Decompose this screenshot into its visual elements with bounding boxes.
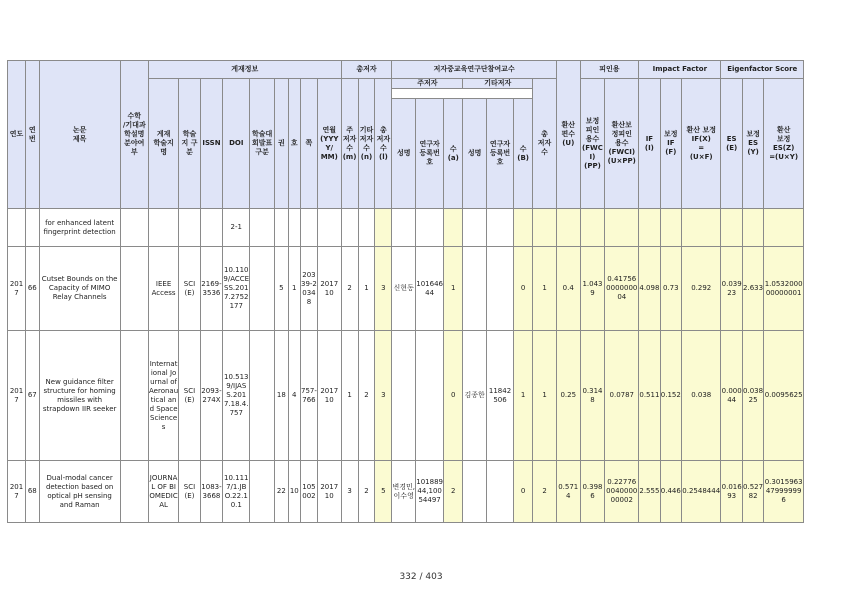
cell-o-name bbox=[463, 209, 487, 247]
cell-math bbox=[120, 247, 148, 331]
col-math: 수학 /기대과 학설명 분야여 부 bbox=[120, 61, 148, 209]
cell-upp bbox=[605, 209, 639, 247]
cell-m: 3 bbox=[341, 461, 358, 523]
cell-a: 1 bbox=[444, 247, 463, 331]
cell-l: 3 bbox=[375, 247, 392, 331]
cell-issn bbox=[200, 209, 223, 247]
cell-y: 2.633 bbox=[742, 247, 763, 331]
cell-i: 4.098 bbox=[639, 247, 660, 331]
cell-class: SCI(E) bbox=[179, 247, 200, 331]
cell-f: 0.446 bbox=[660, 461, 681, 523]
cell-vol: 22 bbox=[275, 461, 289, 523]
cell-a: 2 bbox=[444, 461, 463, 523]
cell-n: 2 bbox=[358, 331, 375, 461]
cell-b: 0 bbox=[514, 461, 533, 523]
patent-paper-table bbox=[7, 60, 804, 523]
cell-year: 2017 bbox=[8, 247, 26, 331]
cell-n bbox=[358, 209, 375, 247]
cell-vol bbox=[275, 209, 289, 247]
cell-vol: 18 bbox=[275, 331, 289, 461]
col-if-corr: 보정 IF (F) bbox=[660, 79, 681, 209]
cell-l: 3 bbox=[375, 331, 392, 461]
cell-upp: 0.41756000000004 bbox=[605, 247, 639, 331]
cell-z bbox=[764, 209, 804, 247]
cell-date bbox=[317, 209, 341, 247]
cell-l: 5 bbox=[375, 461, 392, 523]
cell-paper-class bbox=[250, 247, 275, 331]
cell-o-name bbox=[463, 247, 487, 331]
col-o-id: 연구자 등록번 호 bbox=[487, 99, 514, 209]
cell-journal: JOURNAL OF BIOMEDICAL bbox=[148, 461, 178, 523]
cell-journal: IEEE Access bbox=[148, 247, 178, 331]
cell-f: 0.152 bbox=[660, 331, 681, 461]
cell-a: 0 bbox=[444, 331, 463, 461]
cell-upp: 0.22776004000000002 bbox=[605, 461, 639, 523]
col-fwci-conv: 환산보 정피인 용수 (FWCI) (U×PP) bbox=[605, 79, 639, 209]
cell-y: 0.03825 bbox=[742, 331, 763, 461]
cell-doi: 10.5139/IJASS.2017.18.4.757 bbox=[223, 331, 250, 461]
cell-year bbox=[8, 209, 26, 247]
col-issn: ISSN bbox=[200, 79, 223, 209]
cell-m: 2 bbox=[341, 247, 358, 331]
cell-math bbox=[120, 209, 148, 247]
cell-pp: 0.3986 bbox=[580, 461, 605, 523]
group-pub-info: 게재정보 bbox=[148, 61, 341, 79]
cell-math bbox=[120, 331, 148, 461]
cell-u: 0.25 bbox=[556, 331, 580, 461]
cell-z: 0.3015963479999996 bbox=[764, 461, 804, 523]
col-doi: DOI bbox=[223, 79, 250, 209]
cell-f bbox=[660, 209, 681, 247]
cell-y: 0.52782 bbox=[742, 461, 763, 523]
cell-z: 0.0095625 bbox=[764, 331, 804, 461]
col-es-conv: 환산 보정 ES(Z) =(U×Y) bbox=[764, 79, 804, 209]
cell-part-total: 1 bbox=[533, 331, 557, 461]
cell-e: 0.01693 bbox=[721, 461, 742, 523]
cell-o-name bbox=[463, 461, 487, 523]
col-conv: 환산 편수 (U) bbox=[556, 61, 580, 209]
cell-u: 0.4 bbox=[556, 247, 580, 331]
cell-page: 105002 bbox=[300, 461, 317, 523]
cell-x: 0.038 bbox=[682, 331, 721, 461]
cell-b: 1 bbox=[514, 331, 533, 461]
cell-no bbox=[288, 209, 300, 247]
cell-a bbox=[444, 209, 463, 247]
cell-date: 2017 10 bbox=[317, 331, 341, 461]
cell-upp: 0.0787 bbox=[605, 331, 639, 461]
cell-date: 2017 10 bbox=[317, 247, 341, 331]
cell-m-id: 10164644 bbox=[416, 247, 444, 331]
cell-pp bbox=[580, 209, 605, 247]
col-other-cnt: 기타 저자 수 (n) bbox=[358, 79, 375, 209]
col-o-name: 성명 bbox=[463, 99, 487, 209]
table-row bbox=[8, 209, 804, 247]
col-total-cnt: 총 저자 수 (l) bbox=[375, 79, 392, 209]
col-if-conv: 환산 보정 IF(X) = (U×F) bbox=[682, 79, 721, 209]
cell-part-total: 2 bbox=[533, 461, 557, 523]
cell-u bbox=[556, 209, 580, 247]
col-o-num: 수 (B) bbox=[514, 99, 533, 209]
cell-issn: 1083-3668 bbox=[200, 461, 223, 523]
cell-issn: 2093-274X bbox=[200, 331, 223, 461]
cell-title: New guidance filter structure for homing missiles with strapdown IIR seeker bbox=[39, 331, 120, 461]
cell-title: Cutset Bounds on the Capacity of MIMO Relay Channels bbox=[39, 247, 120, 331]
table-row bbox=[8, 461, 804, 523]
cell-m-name bbox=[392, 331, 416, 461]
cell-o-name: 김종한 bbox=[463, 331, 487, 461]
cell-doi: 10.1117/1.JBO.22.10.1 bbox=[223, 461, 250, 523]
cell-i: 2.555 bbox=[639, 461, 660, 523]
cell-z: 1.053200000000001 bbox=[764, 247, 804, 331]
cell-y bbox=[742, 209, 763, 247]
cell-paper-class bbox=[250, 331, 275, 461]
cell-pp: 1.0439 bbox=[580, 247, 605, 331]
col-m-name: 성명 bbox=[392, 99, 416, 209]
cell-title: for enhanced latent fingerprint detection bbox=[39, 209, 120, 247]
cell-m-name: 신현동 bbox=[392, 247, 416, 331]
cell-doi: 2-1 bbox=[223, 209, 250, 247]
cell-vol: 5 bbox=[275, 247, 289, 331]
col-paper-class: 학술대 회발표 구분 bbox=[250, 79, 275, 209]
cell-page bbox=[300, 209, 317, 247]
col-page: 쪽 bbox=[300, 79, 317, 209]
cell-x: 0.292 bbox=[682, 247, 721, 331]
cell-pp: 0.3148 bbox=[580, 331, 605, 461]
cell-u: 0.5714 bbox=[556, 461, 580, 523]
cell-class bbox=[179, 209, 200, 247]
cell-class: SCI(E) bbox=[179, 331, 200, 461]
col-m-num: 수 (a) bbox=[444, 99, 463, 209]
cell-year: 2017 bbox=[8, 331, 26, 461]
cell-i: 0.511 bbox=[639, 331, 660, 461]
group-other-author: 기타저자 bbox=[463, 79, 533, 89]
cell-journal bbox=[148, 209, 178, 247]
col-main-cnt: 주 저자 수 (m) bbox=[341, 79, 358, 209]
col-fwci: 보정 피인 용수 (FWC I) (PP) bbox=[580, 79, 605, 209]
cell-m bbox=[341, 209, 358, 247]
cell-e: 0.03923 bbox=[721, 247, 742, 331]
col-es: ES (E) bbox=[721, 79, 742, 209]
cell-f: 0.73 bbox=[660, 247, 681, 331]
col-part-total: 총 저자 수 bbox=[533, 79, 557, 209]
table-row bbox=[8, 247, 804, 331]
cell-class: SCI(E) bbox=[179, 461, 200, 523]
cell-n: 2 bbox=[358, 461, 375, 523]
cell-date: 2017 10 bbox=[317, 461, 341, 523]
cell-b bbox=[514, 209, 533, 247]
cell-n: 1 bbox=[358, 247, 375, 331]
col-if: IF (I) bbox=[639, 79, 660, 209]
cell-serial: 68 bbox=[26, 461, 40, 523]
page-number: 332 / 403 bbox=[399, 572, 443, 582]
cell-x: 0.2548444 bbox=[682, 461, 721, 523]
col-date: 연월 (YYYY/ MM) bbox=[317, 79, 341, 209]
cell-serial: 67 bbox=[26, 331, 40, 461]
cell-doi: 10.1109/ACCESS.2017.2752177 bbox=[223, 247, 250, 331]
group-eigenfactor: Eigenfactor Score bbox=[721, 61, 804, 79]
cell-page: 20339-20348 bbox=[300, 247, 317, 331]
cell-paper-class bbox=[250, 461, 275, 523]
group-main-author: 주저자 bbox=[392, 79, 463, 89]
cell-b: 0 bbox=[514, 247, 533, 331]
cell-issn: 2169-3536 bbox=[200, 247, 223, 331]
cell-no: 1 bbox=[288, 247, 300, 331]
cell-title: Dual-modal cancer detection based on optical pH sensing and Raman bbox=[39, 461, 120, 523]
cell-journal: International Journal of Aeronautical and Space Sciences bbox=[148, 331, 178, 461]
cell-m-name bbox=[392, 209, 416, 247]
col-class: 학술 지 구 분 bbox=[179, 79, 200, 209]
cell-o-id bbox=[487, 209, 514, 247]
cell-paper-class bbox=[250, 209, 275, 247]
table-row bbox=[8, 331, 804, 461]
col-title: 논문 제목 bbox=[39, 61, 120, 209]
col-vol: 권 bbox=[275, 79, 289, 209]
cell-i bbox=[639, 209, 660, 247]
cell-year: 2017 bbox=[8, 461, 26, 523]
cell-o-id bbox=[487, 247, 514, 331]
cell-o-id: 11842506 bbox=[487, 331, 514, 461]
cell-part-total: 1 bbox=[533, 247, 557, 331]
col-serial: 연번 bbox=[26, 61, 40, 209]
cell-page: 757-766 bbox=[300, 331, 317, 461]
group-impact-factor: Impact Factor bbox=[639, 61, 721, 79]
col-no: 호 bbox=[288, 79, 300, 209]
cell-no: 4 bbox=[288, 331, 300, 461]
header-row-1 bbox=[8, 61, 804, 79]
cell-x bbox=[682, 209, 721, 247]
cell-serial bbox=[26, 209, 40, 247]
cell-l bbox=[375, 209, 392, 247]
cell-m-id: 10188944,10054497 bbox=[416, 461, 444, 523]
cell-m-name: 변경민,이수영 bbox=[392, 461, 416, 523]
cell-serial: 66 bbox=[26, 247, 40, 331]
cell-math bbox=[120, 461, 148, 523]
cell-e bbox=[721, 209, 742, 247]
cell-m-id bbox=[416, 209, 444, 247]
cell-m-id bbox=[416, 331, 444, 461]
col-year: 연도 bbox=[8, 61, 26, 209]
group-citation: 피인용 bbox=[580, 61, 639, 79]
cell-part-total bbox=[533, 209, 557, 247]
col-m-id: 연구자 등록번 호 bbox=[416, 99, 444, 209]
col-journal: 게재 학술지 명 bbox=[148, 79, 178, 209]
cell-m: 1 bbox=[341, 331, 358, 461]
group-total-authors: 총저자 bbox=[341, 61, 392, 79]
col-es-corr: 보정 ES (Y) bbox=[742, 79, 763, 209]
cell-no: 10 bbox=[288, 461, 300, 523]
cell-o-id bbox=[487, 461, 514, 523]
group-participating-prof: 저자중교육연구단참여교수 bbox=[392, 61, 557, 79]
cell-e: 0.00044 bbox=[721, 331, 742, 461]
